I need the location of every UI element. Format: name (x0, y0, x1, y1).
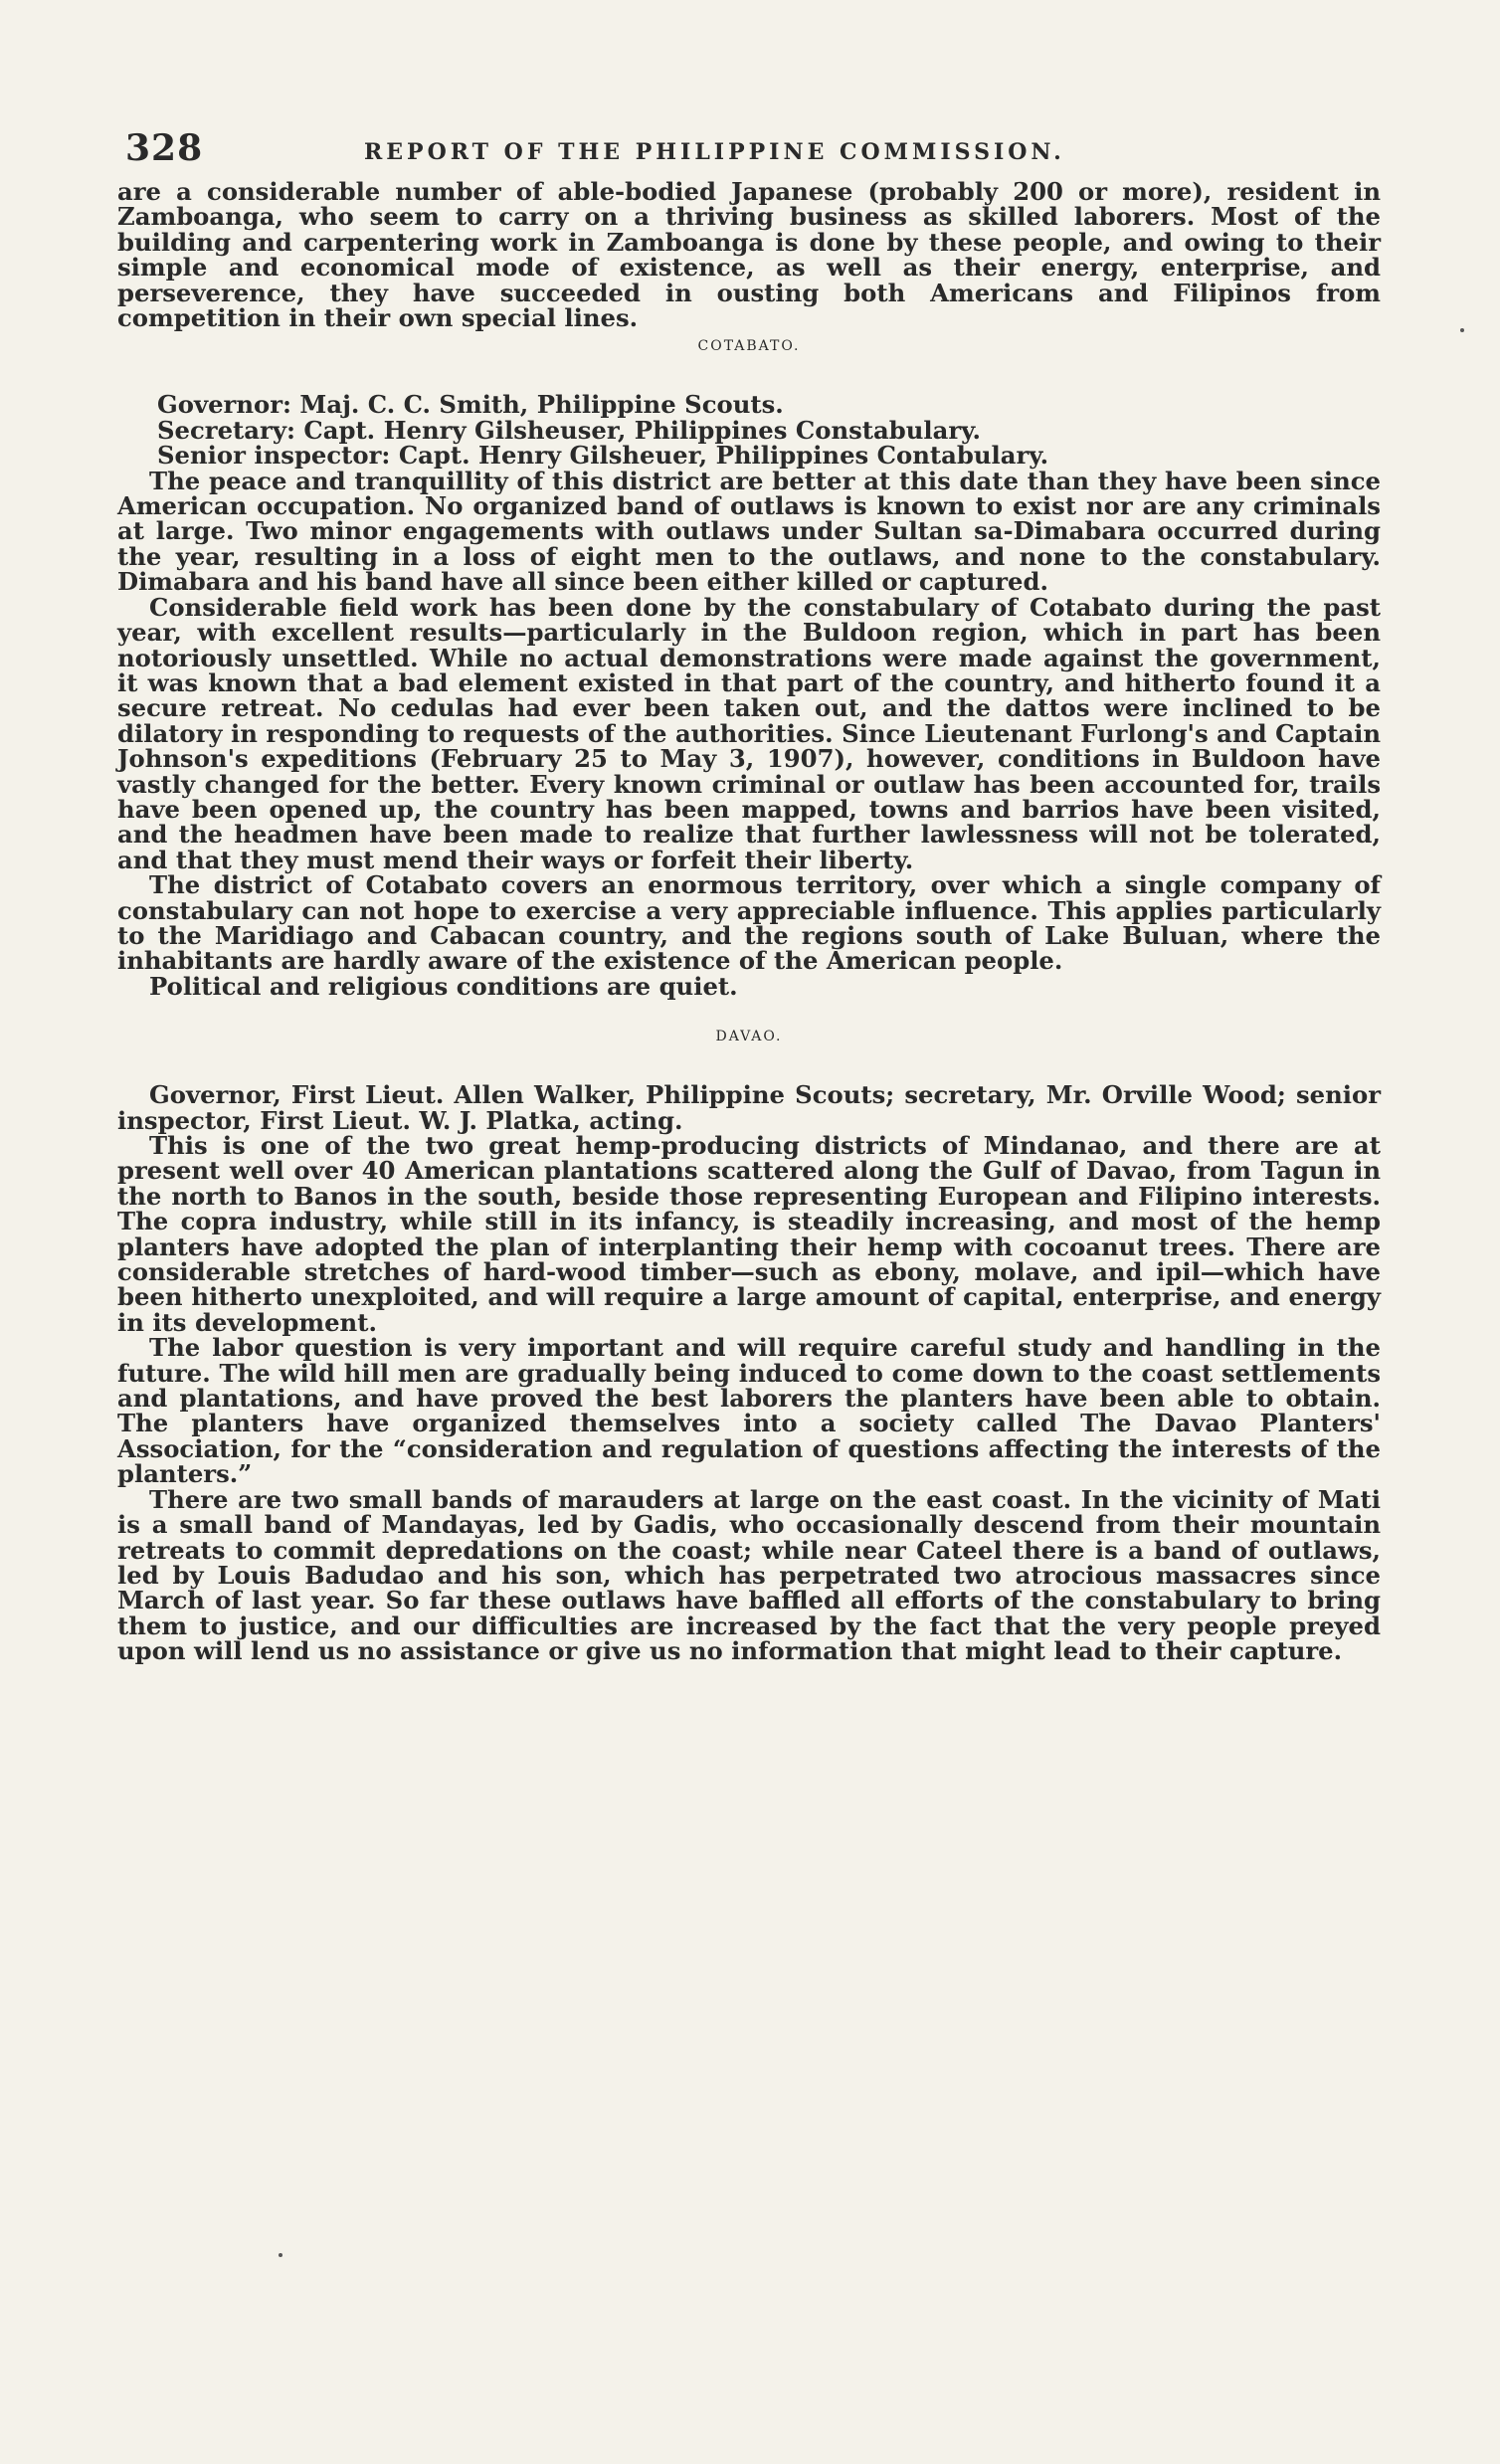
page-number: 328 (125, 127, 204, 169)
cotabato-paragraph-territory: The district of Cotabato covers an enormous territory, over which a single company of constabulary can not hope to exercise a very appreciable influence. This applies particularly to the Maridiago and Cabacan country, and the regions south of Lake Buluan, where the inhabitants are hardly aware of the existence of the American people. (117, 870, 1381, 976)
cotabato-paragraph-conditions: Political and religious conditions are quiet. (149, 971, 738, 1001)
intro-paragraph: are a considerable number of able-bodied Japanese (probably 200 or more), resident in Zamboanga, who seem to carry on a thriving business as skilled laborers. Most of the building and carpentering work in Zamboanga is done by these people, and owing to their simple and economical mode of existence, as well as their energy, enterprise, and perseverence, they have succeeded in ousting both Americans and Filipinos from competition in their own special lines. (117, 177, 1381, 333)
page-header (117, 127, 1381, 179)
cotabato-paragraph-peace: The peace and tranquillity of this district are better at this date than they have been since American occupation. No organized band of outlaws is known to exist nor are any criminals at large. Two minor engagements with outlaws under Sultan sa-Dimabara occurred during the year, resulting in a loss of eight men to the outlaws, and none to the constabulary. Dimabara and his band have all since been either killed or captured. (117, 466, 1381, 597)
cotabato-inspector: Senior inspector: Capt. Henry Gilsheuer, Philippines Contabulary. (157, 441, 1049, 471)
section-title-cotabato: COTABATO. (697, 338, 801, 355)
scan-speck (1460, 328, 1464, 332)
cotabato-paragraph-fieldwork: Considerable field work has been done by the constabulary of Cotabato during the past year, with excellent results—particularly in the Buldoon region, which in part has been notoriously unsettled. While no actual demonstrations were made against the government, it was known that a bad element existed in that part of the country, and hitherto found it a secure retreat. No cedulas had ever been taken out, and the dattos were inclined to be dilatory in responding to requests of the authorities. Since Lieutenant Furlong's and Captain Johnson's expeditions (February 25 to May 3, 1907), however, conditions in Buldoon have vastly changed for the better. Every known criminal or outlaw has been accounted for, trails have been opened up, the country has been mapped, towns and barrios have been visited, and the headmen have been made to realize that further lawlessness will not be tolerated, and that they must mend their ways or forfeit their liberty. (117, 592, 1381, 874)
davao-paragraph-marauders: There are two small bands of marauders at large on the east coast. In the vicinity of Mati is a small band of Mandayas, led by Gadis, who occasionally descend from their mountain retreats to commit depredations on the coast; while near Cateel there is a band of outlaws, led by Louis Badudao and his son, which has perpetrated two atrocious massacres since March of last year. So far these outlaws have baffled all efforts of the constabulary to bring them to justice, and our difficulties are increased by the fact that the very people preyed upon will lend us no assistance or give us no information that might lead to their capture. (117, 1484, 1381, 1666)
section-title-davao: DAVAO. (715, 1029, 783, 1045)
davao-paragraph-labor: The labor question is very important and will require careful study and handling in the future. The wild hill men are gradually being induced to come down to the coast settlements and plantations, and have proved the best laborers the planters have been able to obtain. The planters have organized themselves into a society called The Davao Planters' Association, for the “consideration and regulation of questions affecting the interests of the planters.” (117, 1333, 1381, 1489)
davao-officers: Governor, First Lieut. Allen Walker, Philippine Scouts; secretary, Mr. Orville Wood; senior inspector, First Lieut. W. J. Platka, acting. (117, 1080, 1381, 1135)
document-page (117, 127, 1381, 1664)
cotabato-secretary: Secretary: Capt. Henry Gilsheuser, Philippines Constabulary. (157, 415, 981, 445)
davao-paragraph-hemp: This is one of the two great hemp-producing districts of Mindanao, and there are at present well over 40 American plantations scattered along the Gulf of Davao, from Tagun in the north to Banos in the south, beside those representing European and Filipino interests. The copra industry, while still in its infancy, is steadily increasing, and most of the hemp planters have adopted the plan of interplanting their hemp with cocoanut trees. There are considerable stretches of hard-wood timber—such as ebony, molave, and ipil—which have been hitherto unexploited, and will require a large amount of capital, enterprise, and energy in its development. (117, 1131, 1381, 1337)
cotabato-governor: Governor: Maj. C. C. Smith, Philippine Scouts. (157, 390, 784, 420)
scan-speck (279, 2253, 282, 2257)
running-head: REPORT OF THE PHILIPPINE COMMISSION. (364, 139, 1065, 165)
